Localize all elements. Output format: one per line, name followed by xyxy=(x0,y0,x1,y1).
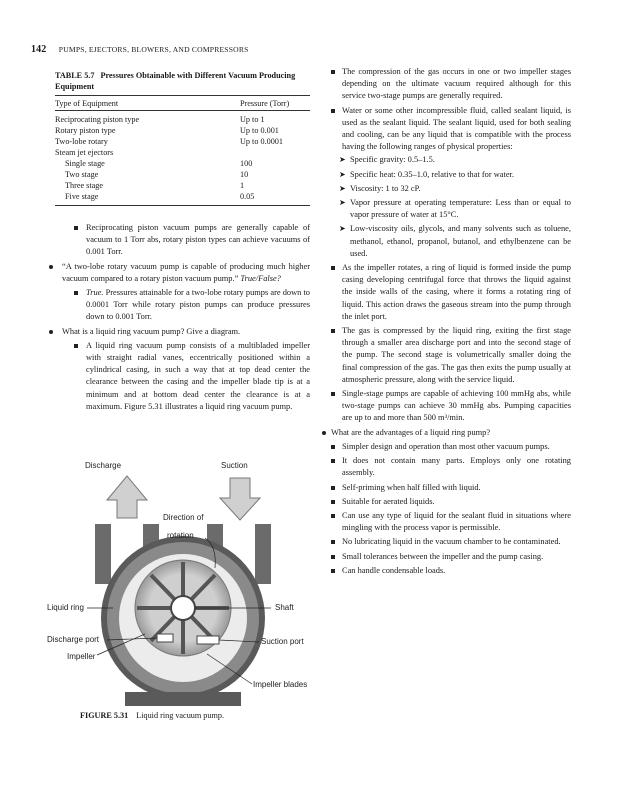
prop-item: ➤ Specific gravity: 0.5–1.5. xyxy=(331,154,571,166)
advantage-item: Can handle condensable loads. xyxy=(331,565,571,577)
table-cell: Steam jet ejectors xyxy=(55,148,114,157)
table-row xyxy=(55,125,310,136)
answer-reciprocating: Reciprocating piston vacuum pumps are generally capable of vacuum to 1 Torr abs, rotary piston types can achieve vacuums of 0.001 Torr. xyxy=(55,222,310,259)
square-bullet-icon xyxy=(331,266,335,270)
point-compression: The compression of the gas occurs in one or two impeller stages depending on the ultimate vacuum required although for this service two-stage pumps are generally required. xyxy=(331,66,571,103)
table-cell: Up to 1 xyxy=(240,115,265,124)
table-cell: 100 xyxy=(240,159,253,168)
square-bullet-icon xyxy=(331,500,335,504)
discharge-pipe-left xyxy=(95,524,111,584)
figure-caption-text: Liquid ring vacuum pump. xyxy=(136,711,224,720)
round-bullet-icon xyxy=(322,431,326,435)
arrow-bullet-icon: ➤ xyxy=(339,224,346,234)
arrow-bullet-icon: ➤ xyxy=(339,169,346,179)
table-cell: Reciprocating piston type xyxy=(55,115,140,124)
table-cell: Single stage xyxy=(65,159,105,168)
advantage-item: Suitable for aerated liquids. xyxy=(331,496,571,508)
advantage-item: Self-priming when half filled with liquid. xyxy=(331,482,571,494)
left-column xyxy=(55,70,310,413)
square-bullet-icon xyxy=(331,445,335,449)
label-liquid-ring: Liquid ring xyxy=(47,603,84,612)
square-bullet-icon xyxy=(331,514,335,518)
table-row xyxy=(55,147,310,158)
table-cell: 0.05 xyxy=(240,191,310,206)
label-suction-port: Suction port xyxy=(261,637,304,646)
prop-item: ➤ Low-viscosity oils, glycols, and many solvents such as toluene, methanol, ethanol, propanol, butanol, and ethylbenzene can be used. xyxy=(339,224,571,258)
page-number: 142 xyxy=(31,44,47,55)
square-bullet-icon xyxy=(74,291,78,295)
page-header xyxy=(31,44,249,55)
table-cell: Two-lobe rotary xyxy=(55,137,108,146)
advantage-item: Simpler design and operation than most other vacuum pumps. xyxy=(331,441,571,453)
label-direction-of: Direction of xyxy=(163,513,204,522)
question-two-lobe: “A two-lobe rotary vacuum pump is capable of producing much higher vacuum compared to a rotary piston vacuum pump.” True/False? xyxy=(49,261,310,285)
round-bullet-icon xyxy=(49,330,53,334)
point-sealant: Water or some other incompressible fluid, called sealant liquid, is used as the sealant liquid. The sealant liquid, used for both sealing and cooling, can be any liquid that is compatible with the process having the following ranges of physical properties: xyxy=(331,105,571,154)
point-single-stage: Single-stage pumps are capable of achieving 100 mmHg abs, while two-stage pumps can achieve 30 mmHg abs. Pumping capacities are up to and more than 500 m³/min. xyxy=(331,388,571,425)
table-row xyxy=(55,158,310,169)
answer-liquid-ring: A liquid ring vacuum pump consists of a multibladed impeller with straight radial vanes, eccentrically positioned within a cylindrical casing, in such a way that at top dead center the clearance between the casing and the impeller blade tip is at a minimum and at bottom dead center the clearance is at a maximum. Figure 5.31 illustrates a liquid ring vacuum pump. xyxy=(55,340,310,413)
arrow-bullet-icon: ➤ xyxy=(339,155,346,165)
right-column xyxy=(331,66,571,577)
table-header-pressure: Pressure (Torr) xyxy=(240,96,310,111)
square-bullet-icon xyxy=(74,344,78,348)
table-header-equipment: Type of Equipment xyxy=(55,96,240,111)
question-advantages: What are the advantages of a liquid ring pump? xyxy=(322,427,571,439)
label-impeller-blades: Impeller blades xyxy=(253,680,308,689)
pressure-table xyxy=(55,95,310,206)
table-caption xyxy=(55,70,310,92)
prop-item: ➤ Vapor pressure at operating temperature: Less than or equal to vapor pressure of water at 15°C. xyxy=(339,198,571,220)
label-discharge: Discharge xyxy=(85,461,122,470)
label-shaft: Shaft xyxy=(275,603,294,612)
shaft xyxy=(171,596,195,620)
square-bullet-icon xyxy=(331,569,335,573)
advantage-item: No lubricating liquid in the vacuum chamber to be contaminated. xyxy=(331,536,571,548)
square-bullet-icon xyxy=(74,226,78,230)
discharge-port-shape xyxy=(157,634,173,642)
table-cell: Five stage xyxy=(55,191,240,206)
square-bullet-icon xyxy=(331,392,335,396)
table-cell: 10 xyxy=(240,170,249,179)
table-row xyxy=(55,111,310,126)
prop-item: ➤ Specific heat: 0.35–1.0, relative to that for water. xyxy=(331,169,571,181)
table-cell: Two stage xyxy=(65,170,99,179)
pump-base xyxy=(125,692,241,706)
advantage-item: Small tolerances between the impeller and the pump casing. xyxy=(331,551,571,563)
table-cell: Rotary piston type xyxy=(55,126,116,135)
table-cell: 1 xyxy=(240,181,245,190)
suction-arrow xyxy=(220,478,260,520)
prop-item: ➤ Viscosity: 1 to 32 cP. xyxy=(331,183,571,195)
running-head: PUMPS, EJECTORS, BLOWERS, AND COMPRESSORS xyxy=(58,45,249,54)
label-suction: Suction xyxy=(221,461,248,470)
round-bullet-icon xyxy=(49,265,53,269)
table-row xyxy=(55,180,310,191)
suction-port-shape xyxy=(197,636,219,644)
table-cell: Up to 0.0001 xyxy=(240,137,283,146)
table-row xyxy=(55,191,310,206)
table-number: TABLE 5.7 xyxy=(55,71,95,80)
advantage-item: It does not contain many parts. Employs only one rotating assembly. xyxy=(331,455,571,479)
point-gas-compressed: The gas is compressed by the liquid ring, exiting the first stage through a smaller area discharge port and into the second stage of the pump. The second stage is volumetrically smaller doing the final compression of the gas. The gas then exits the pump usually at atmospheric pressure, along with the service liquid. xyxy=(331,325,571,386)
square-bullet-icon xyxy=(331,70,335,74)
table-cell xyxy=(240,147,310,158)
liquid-ring-pump-figure xyxy=(47,458,317,723)
square-bullet-icon xyxy=(331,459,335,463)
arrow-bullet-icon: ➤ xyxy=(339,183,346,193)
table-row xyxy=(55,169,310,180)
table-row xyxy=(55,136,310,147)
square-bullet-icon xyxy=(331,329,335,333)
advantage-item: Can use any type of liquid for the sealant fluid in situations where mingling with the process vapor is permissible. xyxy=(331,510,571,534)
label-impeller: Impeller xyxy=(67,652,96,661)
table-cell: Three stage xyxy=(65,181,103,190)
figure-number: FIGURE 5.31 xyxy=(80,711,129,720)
suction-pipe-right xyxy=(255,524,271,584)
square-bullet-icon xyxy=(331,540,335,544)
answer-two-lobe: True. Pressures attainable for a two-lobe rotary pumps are down to 0.0001 Torr while rotary piston pumps can produce pressures down to 0.001 Torr. xyxy=(55,287,310,324)
square-bullet-icon xyxy=(331,555,335,559)
pump-diagram xyxy=(47,458,317,723)
square-bullet-icon xyxy=(331,109,335,113)
table-cell: Up to 0.001 xyxy=(240,126,279,135)
square-bullet-icon xyxy=(331,486,335,490)
point-impeller-rotates: As the impeller rotates, a ring of liquid is formed inside the pump casing developing centrifugal force that throws the liquid against the inside walls of the casing, where it forms a rotating ring of liquid. This action draws the gaseous stream into the pump through the inlet port. xyxy=(331,262,571,323)
label-rotation: rotation xyxy=(167,531,194,540)
table-title: Pressures Obtainable with Different Vacuum Producing Equipment xyxy=(55,71,296,91)
arrow-bullet-icon: ➤ xyxy=(339,198,346,208)
discharge-arrow xyxy=(107,476,147,518)
figure-caption xyxy=(80,711,224,720)
label-discharge-port: Discharge port xyxy=(47,635,100,644)
question-liquid-ring: What is a liquid ring vacuum pump? Give a diagram. xyxy=(49,326,310,338)
